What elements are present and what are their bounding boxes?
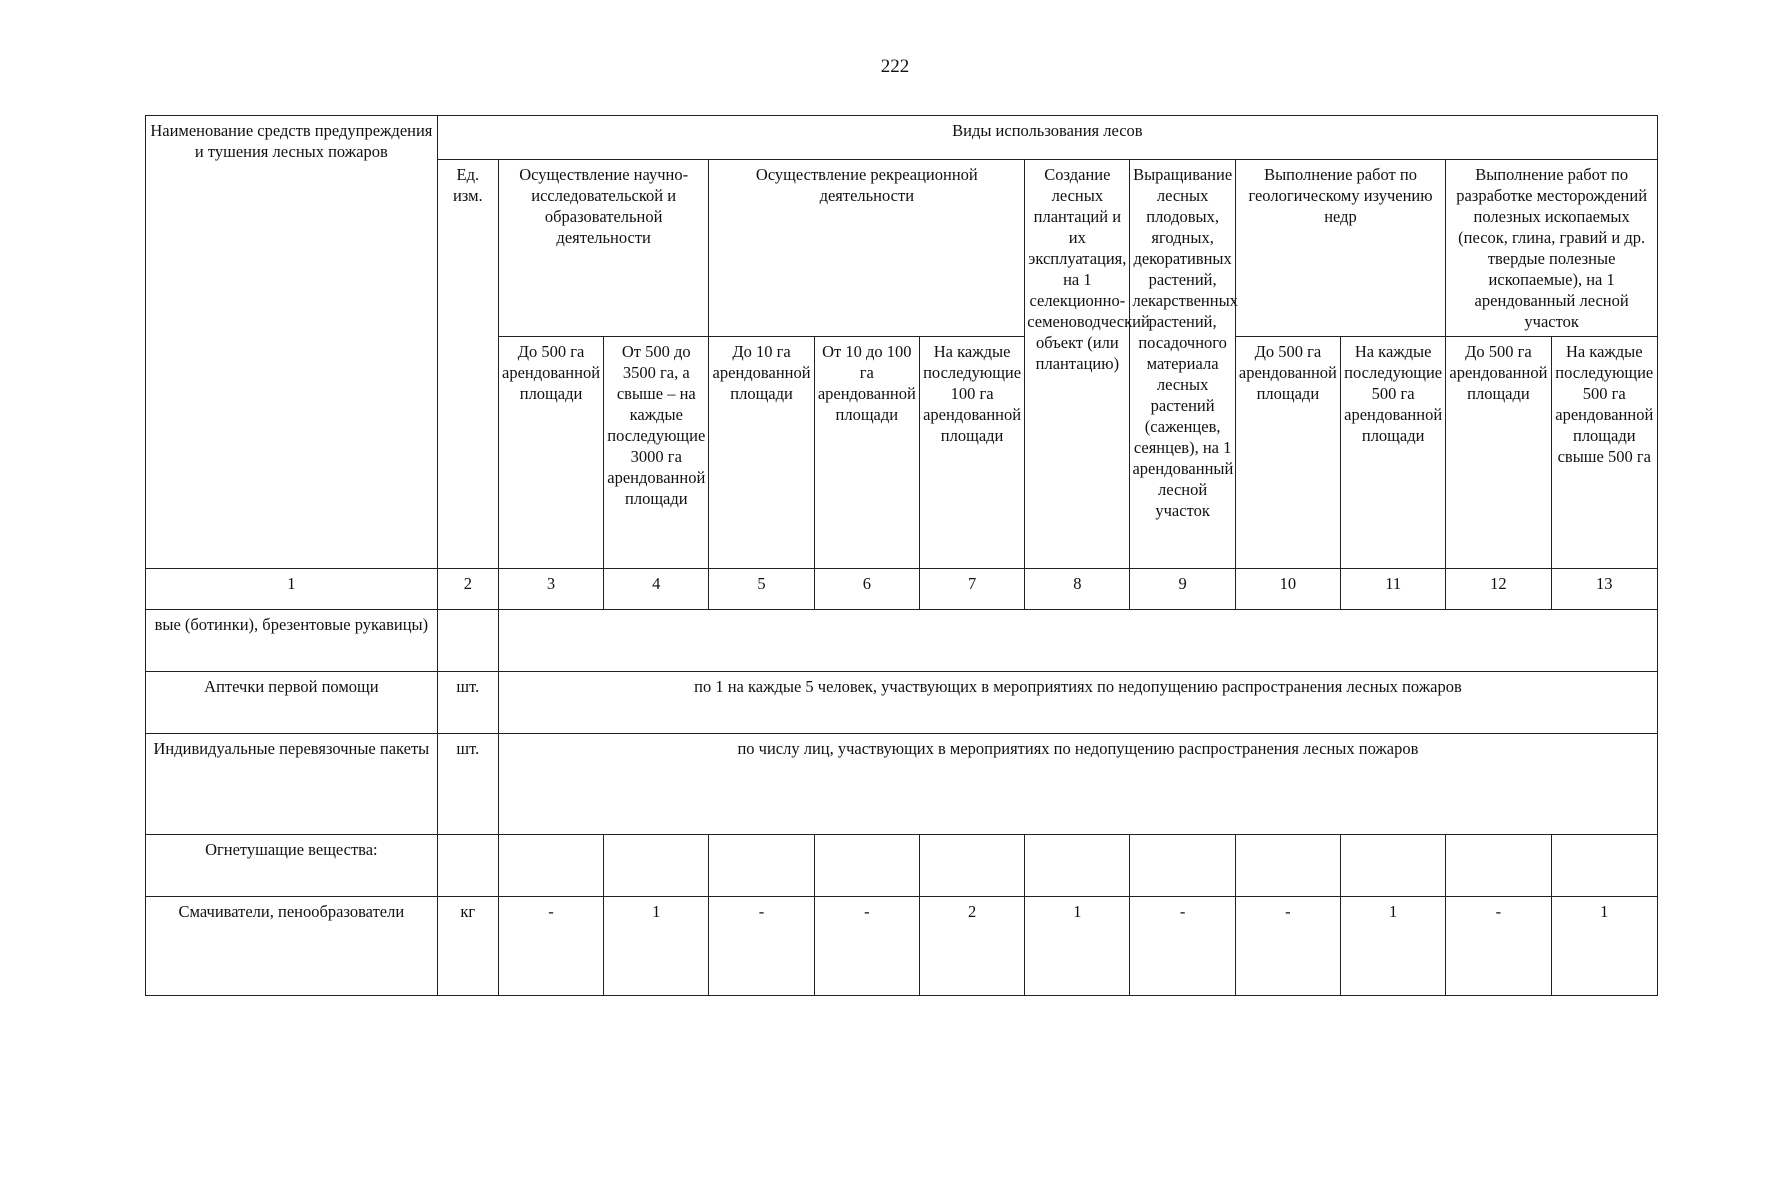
row-unit: шт. [437, 734, 498, 835]
header-science: Осуществление научно-исследовательской и образовательной деятельности [498, 160, 709, 337]
row-name: Аптечки первой помощи [146, 672, 438, 734]
row-value: - [1235, 897, 1340, 996]
table-row [146, 610, 1658, 672]
row-name: вые (ботинки), брезентовые рукавицы) [146, 610, 438, 672]
row-merged-value: по 1 на каждые 5 человек, участвующих в мероприятиях по недопущению распространения лесных пожаров [498, 672, 1657, 734]
row-value [1130, 835, 1235, 897]
row-value: 1 [1025, 897, 1130, 996]
col-number: 6 [814, 569, 919, 610]
header-col-12: До 500 га арендованной площади [1446, 337, 1551, 569]
row-value [1025, 835, 1130, 897]
row-name: Индивидуальные перевязочные пакеты [146, 734, 438, 835]
row-value [498, 835, 603, 897]
col-number: 2 [437, 569, 498, 610]
header-recreation: Осуществление рекреационной деятельности [709, 160, 1025, 337]
header-plantations: Создание лесных плантаций и их эксплуатация, на 1 селекционно-семеноводческий объект (или плантацию) [1025, 160, 1130, 569]
row-value: - [1130, 897, 1235, 996]
row-value: - [709, 897, 814, 996]
header-unit: Ед. изм. [437, 160, 498, 569]
row-value: 1 [604, 897, 709, 996]
row-value [604, 835, 709, 897]
header-group-title: Виды использования лесов [437, 116, 1657, 160]
row-value: 2 [919, 897, 1024, 996]
col-number: 7 [919, 569, 1024, 610]
row-value: 1 [1551, 897, 1657, 996]
row-unit: шт. [437, 672, 498, 734]
row-value: - [498, 897, 603, 996]
header-col-13: На каждые последующие 500 га арендованной площади свыше 500 га [1551, 337, 1657, 569]
fire-equipment-table [145, 115, 1658, 996]
table-row [146, 897, 1658, 996]
header-col-5: До 10 га арендованной площади [709, 337, 814, 569]
row-value [709, 835, 814, 897]
header-cultivation: Выращивание лесных плодовых, ягодных, декоративных растений, лекарственных растений, посадочного материала лесных растений (саженцев, сеянцев), на 1 арендованный лесной участок [1130, 160, 1235, 569]
col-number: 11 [1341, 569, 1446, 610]
row-merged-value [498, 610, 1657, 672]
row-value [1446, 835, 1551, 897]
col-number: 5 [709, 569, 814, 610]
page-number: 222 [880, 56, 910, 77]
row-unit [437, 835, 498, 897]
row-unit [437, 610, 498, 672]
header-mining: Выполнение работ по разработке месторождений полезных ископаемых (песок, глина, гравий и др. твердые полезные ископаемые), на 1 арендованный лесной участок [1446, 160, 1658, 337]
table-row [146, 734, 1658, 835]
row-value: - [814, 897, 919, 996]
row-merged-value: по числу лиц, участвующих в мероприятиях по недопущению распространения лесных пожаров [498, 734, 1657, 835]
col-number: 1 [146, 569, 438, 610]
header-geology: Выполнение работ по геологическому изучению недр [1235, 160, 1446, 337]
row-name: Огнетушащие вещества: [146, 835, 438, 897]
header-name-col: Наименование средств предупреждения и тушения лесных пожаров [146, 116, 438, 569]
col-number: 10 [1235, 569, 1340, 610]
col-number: 9 [1130, 569, 1235, 610]
col-number: 3 [498, 569, 603, 610]
table-row [146, 672, 1658, 734]
row-value [814, 835, 919, 897]
col-number: 8 [1025, 569, 1130, 610]
row-value: 1 [1341, 897, 1446, 996]
header-col-10: До 500 га арендованной площади [1235, 337, 1340, 569]
row-unit: кг [437, 897, 498, 996]
row-value [1235, 835, 1340, 897]
row-value: - [1446, 897, 1551, 996]
header-col-11: На каждые последующие 500 га арендованной площади [1341, 337, 1446, 569]
col-number: 13 [1551, 569, 1657, 610]
header-col-3: До 500 га арендованной площади [498, 337, 603, 569]
row-value [919, 835, 1024, 897]
row-value [1551, 835, 1657, 897]
header-col-7: На каждые последующие 100 га арендованной площади [919, 337, 1024, 569]
row-value [1341, 835, 1446, 897]
row-name: Смачиватели, пенообразователи [146, 897, 438, 996]
col-number: 12 [1446, 569, 1551, 610]
table-row [146, 835, 1658, 897]
header-col-6: От 10 до 100 га арендованной площади [814, 337, 919, 569]
col-number: 4 [604, 569, 709, 610]
header-col-4: От 500 до 3500 га, а свыше – на каждые последующие 3000 га арендованной площади [604, 337, 709, 569]
